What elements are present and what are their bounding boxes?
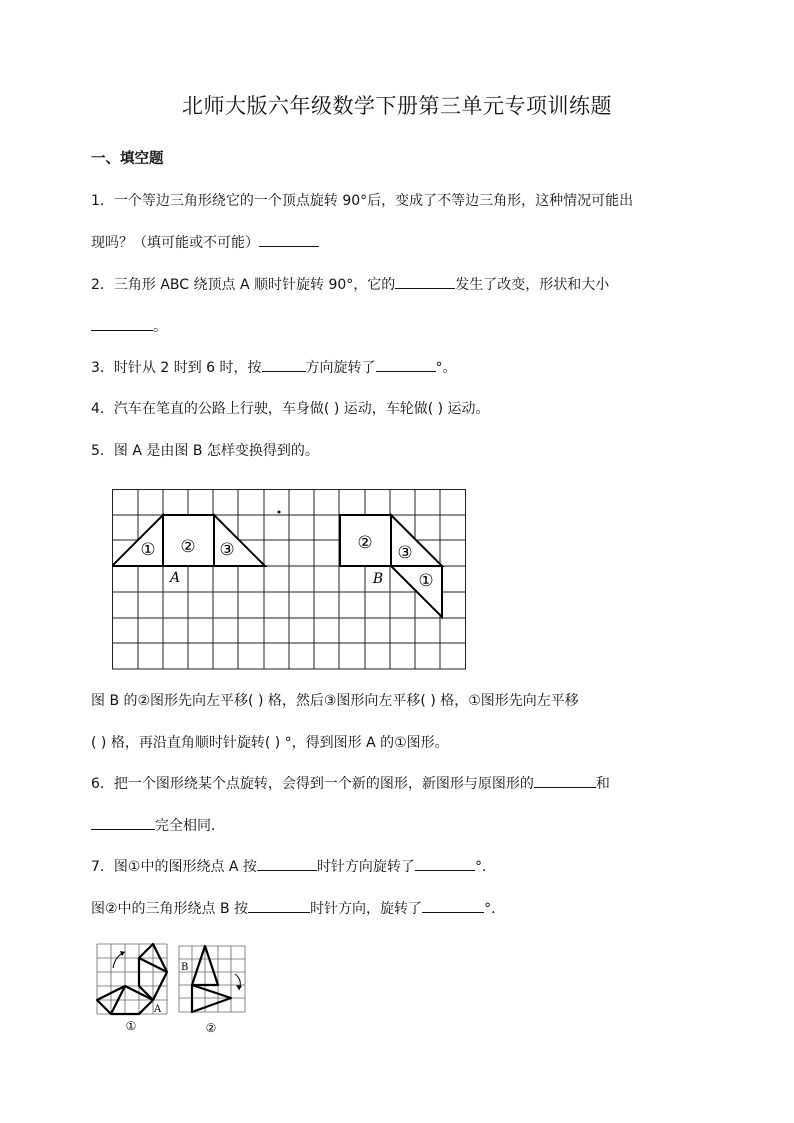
q7-text-5: 时针方向，旋转了: [310, 901, 423, 917]
q2-line-1: [91, 274, 609, 294]
fig-b-label-3: ③: [397, 543, 413, 563]
q3-line: [91, 357, 457, 377]
q1-answer-blank[interactable]: [259, 232, 319, 247]
page-title: 北师大版六年级数学下册第三单元专项训练题: [182, 94, 612, 118]
q7-blank-1[interactable]: [257, 856, 317, 871]
q6-blank-1[interactable]: [534, 773, 596, 788]
fig2-triangle-rotated: [192, 985, 231, 1012]
q3-blank-2[interactable]: [376, 357, 436, 372]
q3-text-1: 3．时针从 2 时到 6 时，按: [91, 360, 262, 376]
q7-line-1: [91, 856, 496, 876]
q5-after-line-2: ( ) 格，再沿直角顺时针旋转( ) °，得到图形 A 的①图形。: [91, 735, 449, 751]
q1-line-2: [91, 232, 319, 252]
arrow-head-icon: [120, 951, 125, 956]
q7-text-4: 图②中的三角形绕点 B 按: [91, 901, 249, 917]
fig2-caption: ②: [205, 1021, 217, 1035]
q6-text-2: 和: [595, 776, 610, 792]
fig1-caption: ①: [125, 1019, 137, 1033]
fig2-point-label: B: [181, 962, 189, 973]
q7-text-1: 7．图①中的图形绕点 A 按: [91, 859, 257, 875]
q4-line: 4．汽车在笔直的公路上行驶，车身做( ) 运动，车轮做( ) 运动。: [91, 401, 490, 417]
fig-b-name: B: [372, 571, 384, 587]
q3-text-2: 方向旋转了: [305, 360, 376, 376]
arrow-head-icon: [236, 985, 242, 990]
q7-text-3: °．: [474, 859, 496, 875]
q1-text: 现吗？（填可能或不可能）: [91, 235, 259, 251]
q7-blank-4[interactable]: [422, 898, 484, 913]
grid-figure-q5: [112, 489, 468, 671]
q7-line-2: [91, 898, 505, 918]
q3-blank-1[interactable]: [262, 357, 306, 372]
q6-text-1: 6．把一个图形绕某个点旋转，会得到一个新的图形，新图形与原图形的: [91, 776, 534, 792]
fig-b-label-1: ①: [418, 571, 434, 591]
q3-text-3: °。: [435, 360, 457, 376]
stray-dot: [278, 511, 281, 514]
q2-blank-1[interactable]: [395, 274, 455, 289]
fig2-grid: [179, 946, 245, 1012]
rotation-figure-2: [177, 944, 249, 1036]
q6-blank-2[interactable]: [91, 815, 155, 830]
fig-a-label-2: ②: [180, 537, 196, 557]
fig-a-label-1: ①: [140, 540, 156, 560]
q2-text-2: 发生了改变，形状和大小: [455, 277, 610, 293]
q2-text-1: 2．三角形 ABC 绕顶点 A 顺时针旋转 90°，它的: [91, 277, 396, 293]
fig-a-name: A: [169, 570, 181, 586]
q6-line-1: [91, 773, 610, 793]
q6-text-3: 完全相同．: [155, 818, 225, 834]
fig-a-label-3: ③: [219, 540, 235, 560]
q6-line-2: [91, 815, 225, 835]
fig1-point-label: A: [154, 1004, 162, 1015]
section-heading: 一、填空题: [91, 151, 164, 167]
q5-line: 5．图 A 是由图 B 怎样变换得到的。: [91, 443, 319, 459]
q5-after-line-1: 图 B 的②图形先向左平移( ) 格，然后③图形向左平移( ) 格，①图形先向左平移: [91, 693, 579, 709]
q2-blank-2[interactable]: [91, 316, 153, 331]
fig-b-label-2: ②: [357, 533, 373, 553]
q7-blank-2[interactable]: [415, 856, 475, 871]
q1-line-1: 1．一个等边三角形绕它的一个顶点旋转 90°后，变成了不等边三角形，这种情况可能出: [91, 193, 634, 209]
fig1-arrow: [113, 952, 125, 968]
q2-text-3: 。: [153, 319, 167, 335]
q7-text-6: °．: [484, 901, 506, 917]
q7-blank-3[interactable]: [248, 898, 310, 913]
rotation-figure-1: [95, 942, 171, 1034]
q7-text-2: 时针方向旋转了: [316, 859, 415, 875]
q2-line-2: [91, 316, 167, 336]
